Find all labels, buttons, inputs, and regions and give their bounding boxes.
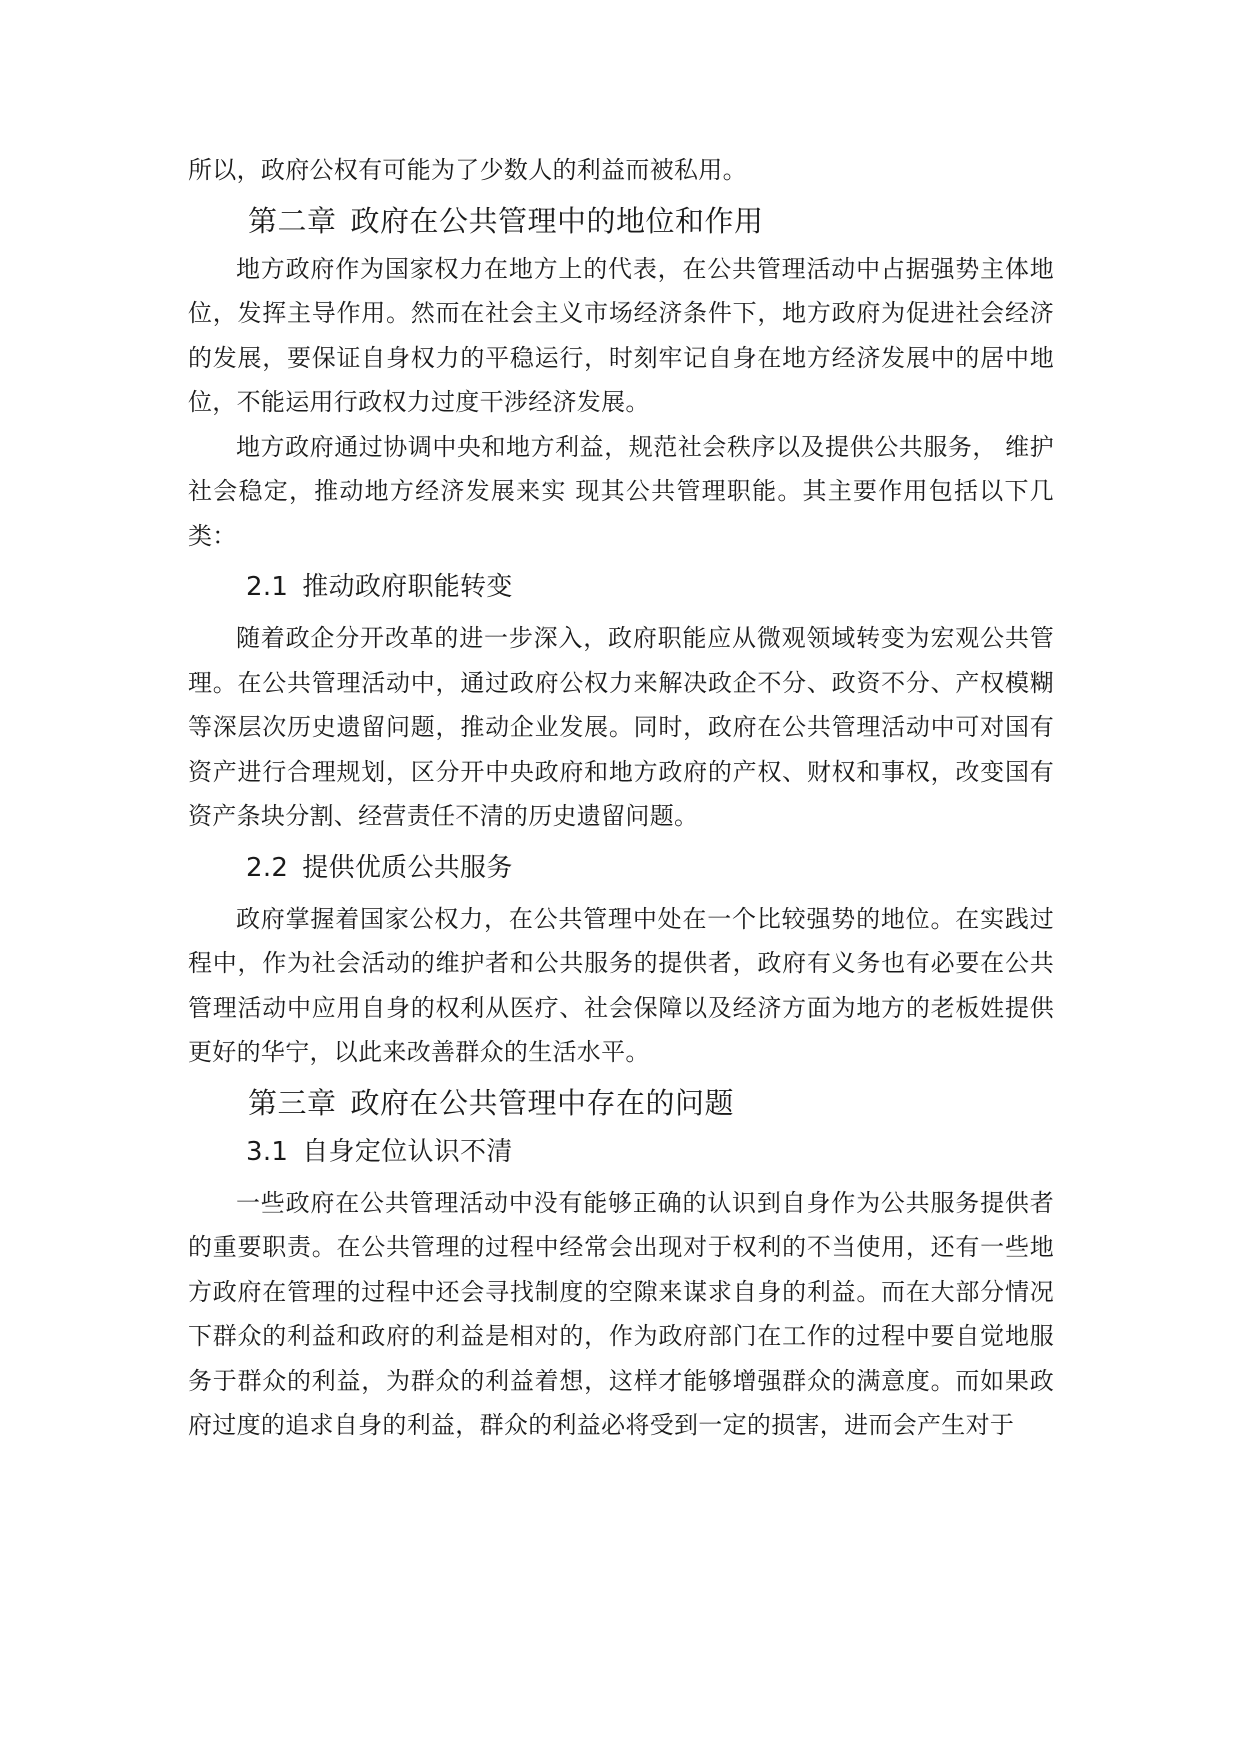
chapter-3-number: 第三章 (248, 1085, 337, 1120)
chapter-3-title: 政府在公共管理中存在的问题 (350, 1085, 735, 1120)
paragraph-local-government-role: 地方政府作为国家权力在地方上的代表，在公共管理活动中占据强势主体地位，发挥主导作用。然而在社会主义市场经济条件下，地方政府为促进社会经济的发展，要保证自身权力的平稳运行，时刻牢记自身在地方经济发展中的居中地位，不能运用行政权力过度干涉经济发展。 (188, 254, 1054, 416)
section-3-1-number: 3.1 (246, 1136, 289, 1167)
section-3-1-heading (188, 1133, 1054, 1171)
paragraph-public-management-functions: 地方政府通过协调中央和地方利益，规范社会秩序以及提供公共服务， 维护社会稳定，推动地方经济发展来实 现其公共管理职能。其主要作用包括以下几类： (188, 432, 1054, 550)
section-3-1-title: 自身定位认识不清 (302, 1136, 513, 1167)
paragraph-function-transformation: 随着政企分开改革的进一步深入，政府职能应从微观领域转变为宏观公共管理。在公共管理活动中，通过政府公权力来解决政企不分、政资不分、产权模糊等深层次历史遗留问题，推动企业发展。同时，政府在公共管理活动中可对国有资产进行合理规划，区分开中央政府和地方政府的产权、财权和事权，改变国有资产条块分割、经营责任不清的历史遗留问题。 (188, 624, 1054, 830)
paragraph-public-services: 政府掌握着国家公权力，在公共管理中处在一个比较强势的地位。在实践过程中，作为社会活动的维护者和公共服务的提供者，政府有义务也有必要在公共管理活动中应用自身的权利从医疗、社会保障以及经济方面为地方的老板姓提供更好的华宁，以此来改善群众的生活水平。 (188, 904, 1054, 1066)
chapter-2-heading (188, 201, 1054, 241)
section-2-2-heading (188, 849, 1054, 887)
section-2-2-number: 2.2 (246, 852, 289, 883)
chapter-2-number: 第二章 (248, 203, 337, 238)
section-2-1-title: 推动政府职能转变 (302, 572, 513, 602)
section-2-2-title: 提供优质公共服务 (302, 852, 513, 883)
paragraph-unclear-positioning: 一些政府在公共管理活动中没有能够正确的认识到自身作为公共服务提供者的重要职责。在公共管理的过程中经常会出现对于权利的不当使用，还有一些地方政府在管理的过程中还会寻找制度的空隙来谋求自身的利益。而在大部分情况下群众的利益和政府的利益是相对的，作为政府部门在工作的过程中要自觉地服务于群众的利益，为群众的利益着想，这样才能够增强群众的满意度。而如果政府过度的追求自身的利益，群众的利益必将受到一定的损害，进而会产生对于 (188, 1188, 1054, 1439)
document-body (188, 150, 1054, 1448)
chapter-2-title: 政府在公共管理中的地位和作用 (350, 203, 764, 238)
section-2-1-heading (188, 568, 1054, 606)
chapter-3-heading (188, 1083, 1054, 1123)
paragraph-continuation: 所以，政府公权有可能为了少数人的利益而被私用。 (188, 156, 747, 184)
section-2-1-number: 2.1 (246, 572, 289, 602)
